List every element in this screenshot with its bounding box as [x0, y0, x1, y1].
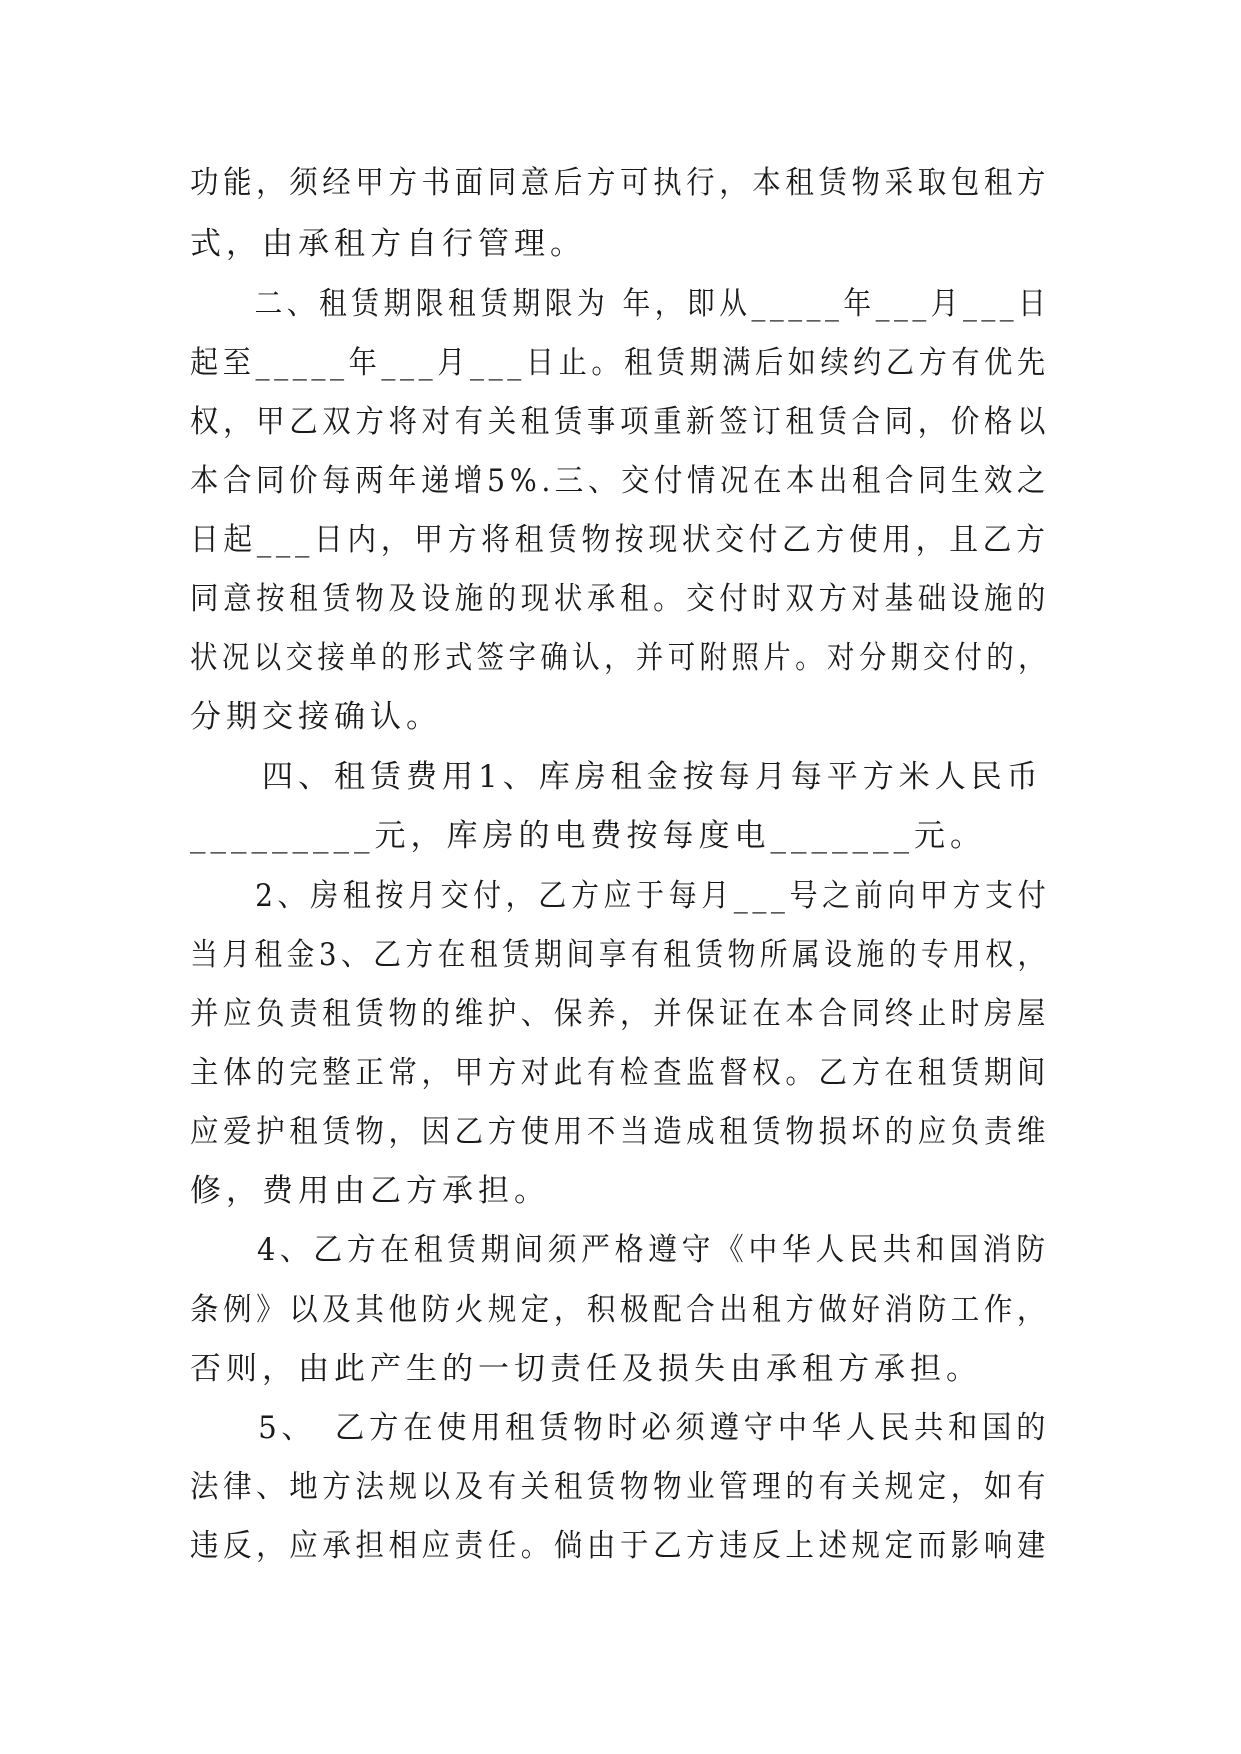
text-line: 应爱护租赁物，因乙方使用不当造成租赁物损坏的应负责维 [190, 1114, 1050, 1150]
text-line: 4、乙方在租赁期间须严格遵守《中华人民共和国消防 [190, 1232, 1050, 1268]
text-line: 2、房租按月交付，乙方应于每月___号之前向甲方支付 [190, 878, 1051, 914]
text-line: _________元，库房的电费按每度电_______元。 [190, 818, 986, 854]
text-line: 权，甲乙双方将对有关租赁事项重新签订租赁合同，价格以 [190, 404, 1050, 440]
text-line: 分期交接确认。 [190, 699, 442, 735]
text-line: 主体的完整正常，甲方对此有检查监督权。乙方在租赁期间 [190, 1055, 1050, 1091]
text-line: 修，费用由乙方承担。 [190, 1173, 550, 1209]
text-line: 5、 乙方在使用租赁物时必须遵守中华人民共和国的 [190, 1410, 1051, 1446]
text-line: 当月租金3、乙方在租赁期间享有租赁物所属设施的专用权， [190, 937, 1050, 973]
text-line: 功能，须经甲方书面同意后方可执行，本租赁物采取包租方 [190, 165, 1050, 201]
text-line: 同意按租赁物及设施的现状承租。交付时双方对基础设施的 [190, 581, 1050, 617]
text-line: 式，由承租方自行管理。 [190, 226, 586, 262]
text-line: 本合同价每两年递增5%.三、交付情况在本出租合同生效之 [190, 463, 1051, 499]
text-line: 起至_____年___月___日止。租赁期满后如续约乙方有优先 [190, 345, 1050, 381]
text-line: 条例》以及其他防火规定，积极配合出租方做好消防工作， [190, 1292, 1050, 1328]
text-line: 法律、地方法规以及有关租赁物物业管理的有关规定，如有 [190, 1469, 1050, 1505]
text-line: 违反，应承担相应责任。倘由于乙方违反上述规定而影响建 [190, 1528, 1050, 1564]
text-line: 二、租赁期限租赁期限为 年，即从_____年___月___日 [190, 286, 1051, 322]
text-line: 并应负责租赁物的维护、保养，并保证在本合同终止时房屋 [190, 996, 1050, 1032]
text-line: 状况以交接单的形式签字确认，并可附照片。对分期交付的， [190, 640, 1050, 676]
text-line: 四、租赁费用1、库房租金按每月每平方米人民币 [190, 759, 1043, 795]
text-line: 日起___日内，甲方将租赁物按现状交付乙方使用，且乙方 [190, 522, 1050, 558]
text-line: 否则，由此产生的一切责任及损失由承租方承担。 [190, 1351, 982, 1387]
